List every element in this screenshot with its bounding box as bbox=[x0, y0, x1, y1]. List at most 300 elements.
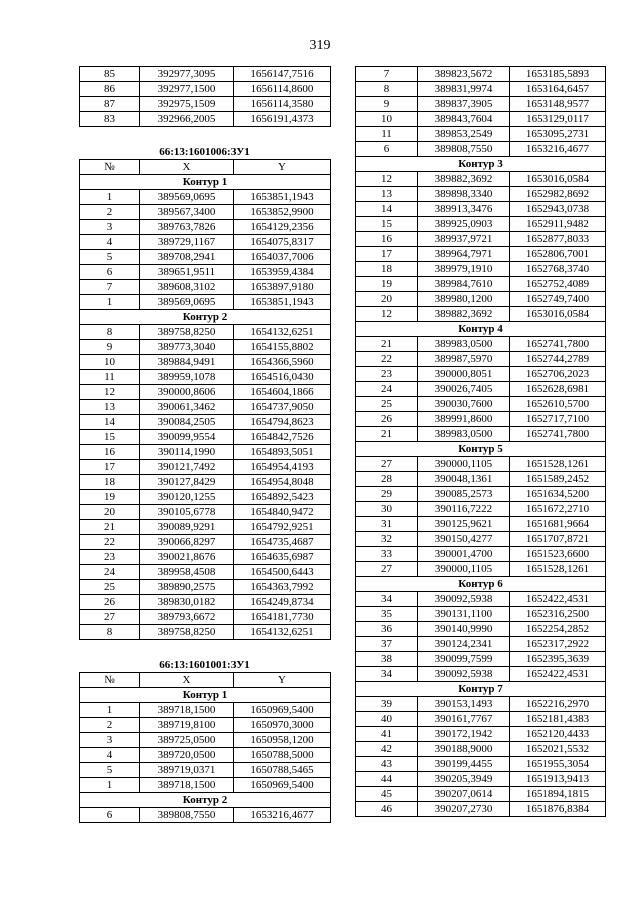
y-coordinate: 1653016,0584 bbox=[510, 172, 606, 187]
contour-heading: Контур 2 bbox=[80, 793, 331, 808]
point-number: 2 bbox=[80, 718, 140, 733]
point-number: 46 bbox=[356, 802, 418, 817]
y-coordinate: 1654635,6987 bbox=[234, 550, 331, 565]
table-row bbox=[356, 772, 606, 787]
x-coordinate: 390114,1990 bbox=[140, 445, 234, 460]
contour-row bbox=[80, 688, 331, 703]
y-coordinate: 1653095,2731 bbox=[510, 127, 606, 142]
contour-heading: Контур 1 bbox=[80, 175, 331, 190]
point-number: 30 bbox=[356, 502, 418, 517]
x-coordinate: 389773,3040 bbox=[140, 340, 234, 355]
table-row bbox=[356, 202, 606, 217]
y-coordinate: 1653148,9577 bbox=[510, 97, 606, 112]
table-row bbox=[356, 457, 606, 472]
x-coordinate: 389987,5970 bbox=[418, 352, 510, 367]
y-coordinate: 1652741,7800 bbox=[510, 337, 606, 352]
x-coordinate: 389758,8250 bbox=[140, 325, 234, 340]
x-coordinate: 389719,0371 bbox=[140, 763, 234, 778]
table-row bbox=[80, 97, 331, 112]
coordinates-table bbox=[79, 159, 331, 640]
point-number: 8 bbox=[356, 82, 418, 97]
x-coordinate: 389651,9511 bbox=[140, 265, 234, 280]
x-coordinate: 389983,0500 bbox=[418, 427, 510, 442]
y-coordinate: 1656191,4373 bbox=[234, 112, 331, 127]
y-coordinate: 1654249,8734 bbox=[234, 595, 331, 610]
y-coordinate: 1656114,8600 bbox=[234, 82, 331, 97]
table-row bbox=[356, 787, 606, 802]
table-row bbox=[356, 352, 606, 367]
x-coordinate: 390061,3462 bbox=[140, 400, 234, 415]
point-number: 12 bbox=[356, 307, 418, 322]
point-number: 15 bbox=[80, 430, 140, 445]
y-coordinate: 1656147,7516 bbox=[234, 67, 331, 82]
table-row bbox=[356, 247, 606, 262]
y-coordinate: 1654954,8048 bbox=[234, 475, 331, 490]
x-coordinate: 389853,2549 bbox=[418, 127, 510, 142]
point-number: 40 bbox=[356, 712, 418, 727]
x-coordinate: 392977,3095 bbox=[140, 67, 234, 82]
point-number: 1 bbox=[80, 295, 140, 310]
x-coordinate: 390140,9990 bbox=[418, 622, 510, 637]
point-number: 25 bbox=[356, 397, 418, 412]
table-row bbox=[80, 445, 331, 460]
y-coordinate: 1653851,1943 bbox=[234, 295, 331, 310]
point-number: 85 bbox=[80, 67, 140, 82]
point-number: 2 bbox=[80, 205, 140, 220]
point-number: 19 bbox=[80, 490, 140, 505]
y-coordinate: 1653959,4384 bbox=[234, 265, 331, 280]
point-number: 8 bbox=[80, 625, 140, 640]
table-row bbox=[356, 142, 606, 157]
y-coordinate: 1650788,5000 bbox=[234, 748, 331, 763]
x-coordinate: 389882,3692 bbox=[418, 172, 510, 187]
point-number: 41 bbox=[356, 727, 418, 742]
table-row bbox=[356, 652, 606, 667]
column-header: № bbox=[80, 160, 140, 175]
y-coordinate: 1652181,4383 bbox=[510, 712, 606, 727]
y-coordinate: 1651589,2452 bbox=[510, 472, 606, 487]
contour-heading: Контур 7 bbox=[356, 682, 606, 697]
contour-heading: Контур 4 bbox=[356, 322, 606, 337]
y-coordinate: 1653164,6457 bbox=[510, 82, 606, 97]
table-row bbox=[80, 505, 331, 520]
y-coordinate: 1654792,9251 bbox=[234, 520, 331, 535]
y-coordinate: 1652982,8692 bbox=[510, 187, 606, 202]
column-header: Y bbox=[234, 673, 331, 688]
x-coordinate: 392975,1509 bbox=[140, 97, 234, 112]
x-coordinate: 390000,8051 bbox=[418, 367, 510, 382]
point-number: 22 bbox=[80, 535, 140, 550]
table-row bbox=[80, 82, 331, 97]
table-row bbox=[356, 562, 606, 577]
contour-heading: Контур 6 bbox=[356, 577, 606, 592]
y-coordinate: 1651634,5200 bbox=[510, 487, 606, 502]
y-coordinate: 1654075,8317 bbox=[234, 235, 331, 250]
point-number: 5 bbox=[80, 250, 140, 265]
point-number: 6 bbox=[356, 142, 418, 157]
point-number: 20 bbox=[80, 505, 140, 520]
x-coordinate: 390125,9621 bbox=[418, 517, 510, 532]
contour-heading: Контур 2 bbox=[80, 310, 331, 325]
point-number: 3 bbox=[80, 220, 140, 235]
x-coordinate: 390207,2730 bbox=[418, 802, 510, 817]
point-number: 34 bbox=[356, 667, 418, 682]
y-coordinate: 1650788,5465 bbox=[234, 763, 331, 778]
y-coordinate: 1653129,0117 bbox=[510, 112, 606, 127]
table-row bbox=[80, 112, 331, 127]
x-coordinate: 390099,9554 bbox=[140, 430, 234, 445]
x-coordinate: 390124,2341 bbox=[418, 637, 510, 652]
point-number: 11 bbox=[356, 127, 418, 142]
y-coordinate: 1652717,7100 bbox=[510, 412, 606, 427]
y-coordinate: 1651707,8721 bbox=[510, 532, 606, 547]
point-number: 31 bbox=[356, 517, 418, 532]
table-row bbox=[356, 127, 606, 142]
x-coordinate: 390000,1105 bbox=[418, 562, 510, 577]
y-coordinate: 1653016,0584 bbox=[510, 307, 606, 322]
point-number: 38 bbox=[356, 652, 418, 667]
point-number: 34 bbox=[356, 592, 418, 607]
table-row bbox=[80, 385, 331, 400]
x-coordinate: 389984,7610 bbox=[418, 277, 510, 292]
y-coordinate: 1656114,3580 bbox=[234, 97, 331, 112]
point-number: 87 bbox=[80, 97, 140, 112]
contour-heading: Контур 3 bbox=[356, 157, 606, 172]
y-coordinate: 1652422,4531 bbox=[510, 592, 606, 607]
left-column bbox=[79, 66, 330, 823]
y-coordinate: 1652316,2500 bbox=[510, 607, 606, 622]
contour-row bbox=[356, 442, 606, 457]
x-coordinate: 389720,0500 bbox=[140, 748, 234, 763]
x-coordinate: 389725,0500 bbox=[140, 733, 234, 748]
point-number: 7 bbox=[80, 280, 140, 295]
contour-row bbox=[80, 310, 331, 325]
y-coordinate: 1652628,6981 bbox=[510, 382, 606, 397]
point-number: 14 bbox=[356, 202, 418, 217]
table-row bbox=[356, 502, 606, 517]
y-coordinate: 1652216,2970 bbox=[510, 697, 606, 712]
x-coordinate: 392966,2005 bbox=[140, 112, 234, 127]
table-row bbox=[356, 382, 606, 397]
x-coordinate: 390188,9000 bbox=[418, 742, 510, 757]
y-coordinate: 1652943,0738 bbox=[510, 202, 606, 217]
y-coordinate: 1652877,8033 bbox=[510, 232, 606, 247]
x-coordinate: 389793,6672 bbox=[140, 610, 234, 625]
table-row bbox=[80, 295, 331, 310]
y-coordinate: 1652752,4089 bbox=[510, 277, 606, 292]
x-coordinate: 389979,1910 bbox=[418, 262, 510, 277]
x-coordinate: 389708,2941 bbox=[140, 250, 234, 265]
x-coordinate: 390030,7600 bbox=[418, 397, 510, 412]
x-coordinate: 389569,0695 bbox=[140, 295, 234, 310]
y-coordinate: 1654893,5051 bbox=[234, 445, 331, 460]
table-row bbox=[80, 400, 331, 415]
point-number: 14 bbox=[80, 415, 140, 430]
y-coordinate: 1651955,3054 bbox=[510, 757, 606, 772]
x-coordinate: 390099,7599 bbox=[418, 652, 510, 667]
point-number: 1 bbox=[80, 190, 140, 205]
y-coordinate: 1654516,0430 bbox=[234, 370, 331, 385]
table-row bbox=[80, 763, 331, 778]
table-row bbox=[356, 262, 606, 277]
table-row bbox=[80, 325, 331, 340]
y-coordinate: 1652254,2852 bbox=[510, 622, 606, 637]
table-row bbox=[80, 205, 331, 220]
x-coordinate: 390131,1100 bbox=[418, 607, 510, 622]
point-number: 21 bbox=[356, 427, 418, 442]
y-coordinate: 1654842,7526 bbox=[234, 430, 331, 445]
y-coordinate: 1654363,7992 bbox=[234, 580, 331, 595]
table-row bbox=[356, 712, 606, 727]
x-coordinate: 390150,4277 bbox=[418, 532, 510, 547]
table-row bbox=[356, 292, 606, 307]
point-number: 9 bbox=[356, 97, 418, 112]
y-coordinate: 1652422,4531 bbox=[510, 667, 606, 682]
table-row bbox=[356, 487, 606, 502]
point-number: 4 bbox=[80, 748, 140, 763]
table-row bbox=[356, 802, 606, 817]
y-coordinate: 1651523,6600 bbox=[510, 547, 606, 562]
table-row bbox=[356, 232, 606, 247]
point-number: 16 bbox=[80, 445, 140, 460]
x-coordinate: 389808,7550 bbox=[140, 808, 234, 823]
y-coordinate: 1651528,1261 bbox=[510, 457, 606, 472]
point-number: 23 bbox=[80, 550, 140, 565]
point-number: 12 bbox=[356, 172, 418, 187]
y-coordinate: 1653185,5893 bbox=[510, 67, 606, 82]
x-coordinate: 390084,2505 bbox=[140, 415, 234, 430]
table-row bbox=[356, 727, 606, 742]
table-row bbox=[80, 265, 331, 280]
x-coordinate: 389958,4508 bbox=[140, 565, 234, 580]
y-coordinate: 1654037,7006 bbox=[234, 250, 331, 265]
x-coordinate: 389991,8600 bbox=[418, 412, 510, 427]
y-coordinate: 1654366,5960 bbox=[234, 355, 331, 370]
y-coordinate: 1653897,9180 bbox=[234, 280, 331, 295]
x-coordinate: 389964,7971 bbox=[418, 247, 510, 262]
y-coordinate: 1651681,9664 bbox=[510, 517, 606, 532]
table-row bbox=[356, 607, 606, 622]
table-row bbox=[356, 397, 606, 412]
table-row bbox=[356, 592, 606, 607]
table-row bbox=[80, 370, 331, 385]
x-coordinate: 390001,4700 bbox=[418, 547, 510, 562]
point-number: 6 bbox=[80, 808, 140, 823]
point-number: 1 bbox=[80, 778, 140, 793]
table-row bbox=[356, 337, 606, 352]
point-number: 12 bbox=[80, 385, 140, 400]
point-number: 27 bbox=[356, 562, 418, 577]
y-coordinate: 1654129,2356 bbox=[234, 220, 331, 235]
x-coordinate: 390207,0614 bbox=[418, 787, 510, 802]
table-row bbox=[356, 622, 606, 637]
point-number: 13 bbox=[80, 400, 140, 415]
table-row bbox=[80, 580, 331, 595]
y-coordinate: 1652610,5700 bbox=[510, 397, 606, 412]
y-coordinate: 1650970,3000 bbox=[234, 718, 331, 733]
y-coordinate: 1653851,1943 bbox=[234, 190, 331, 205]
y-coordinate: 1654500,6443 bbox=[234, 565, 331, 580]
point-number: 42 bbox=[356, 742, 418, 757]
y-coordinate: 1654604,1866 bbox=[234, 385, 331, 400]
table-row bbox=[80, 415, 331, 430]
table-row bbox=[80, 778, 331, 793]
table-row bbox=[356, 472, 606, 487]
page-number: 319 bbox=[309, 38, 331, 53]
table-row bbox=[80, 460, 331, 475]
point-number: 24 bbox=[80, 565, 140, 580]
table-row bbox=[356, 412, 606, 427]
x-coordinate: 390048,1361 bbox=[418, 472, 510, 487]
x-coordinate: 389831,9974 bbox=[418, 82, 510, 97]
point-number: 15 bbox=[356, 217, 418, 232]
x-coordinate: 389884,9491 bbox=[140, 355, 234, 370]
point-number: 21 bbox=[356, 337, 418, 352]
point-number: 10 bbox=[356, 112, 418, 127]
point-number: 5 bbox=[80, 763, 140, 778]
point-number: 27 bbox=[80, 610, 140, 625]
x-coordinate: 389718,1500 bbox=[140, 703, 234, 718]
x-coordinate: 390120,1255 bbox=[140, 490, 234, 505]
point-number: 13 bbox=[356, 187, 418, 202]
point-number: 8 bbox=[80, 325, 140, 340]
table-row bbox=[356, 517, 606, 532]
x-coordinate: 390199,4455 bbox=[418, 757, 510, 772]
point-number: 26 bbox=[80, 595, 140, 610]
y-coordinate: 1652806,7001 bbox=[510, 247, 606, 262]
y-coordinate: 1652021,5532 bbox=[510, 742, 606, 757]
table-row bbox=[80, 610, 331, 625]
contour-row bbox=[356, 682, 606, 697]
table-row bbox=[356, 82, 606, 97]
table-row bbox=[356, 427, 606, 442]
x-coordinate: 390021,8676 bbox=[140, 550, 234, 565]
contour-row bbox=[80, 175, 331, 190]
y-coordinate: 1653216,4677 bbox=[510, 142, 606, 157]
x-coordinate: 390085,2573 bbox=[418, 487, 510, 502]
x-coordinate: 389719,8100 bbox=[140, 718, 234, 733]
right-column bbox=[355, 66, 605, 817]
table-row bbox=[356, 547, 606, 562]
point-number: 4 bbox=[80, 235, 140, 250]
point-number: 17 bbox=[356, 247, 418, 262]
point-number: 16 bbox=[356, 232, 418, 247]
table-row bbox=[356, 757, 606, 772]
y-coordinate: 1654794,8623 bbox=[234, 415, 331, 430]
y-coordinate: 1650969,5400 bbox=[234, 703, 331, 718]
point-number: 33 bbox=[356, 547, 418, 562]
table-row bbox=[80, 430, 331, 445]
table-row bbox=[80, 250, 331, 265]
x-coordinate: 389808,7550 bbox=[418, 142, 510, 157]
table-row bbox=[80, 340, 331, 355]
table-header-row bbox=[80, 673, 331, 688]
point-number: 18 bbox=[356, 262, 418, 277]
x-coordinate: 390161,7767 bbox=[418, 712, 510, 727]
point-number: 27 bbox=[356, 457, 418, 472]
y-coordinate: 1654132,6251 bbox=[234, 325, 331, 340]
x-coordinate: 392977,1500 bbox=[140, 82, 234, 97]
point-number: 35 bbox=[356, 607, 418, 622]
table-row bbox=[356, 532, 606, 547]
y-coordinate: 1654155,8802 bbox=[234, 340, 331, 355]
y-coordinate: 1654735,4687 bbox=[234, 535, 331, 550]
table-row bbox=[80, 520, 331, 535]
y-coordinate: 1653852,9900 bbox=[234, 205, 331, 220]
point-number: 9 bbox=[80, 340, 140, 355]
table-row bbox=[80, 550, 331, 565]
x-coordinate: 389898,3340 bbox=[418, 187, 510, 202]
y-coordinate: 1652395,3639 bbox=[510, 652, 606, 667]
y-coordinate: 1650958,1200 bbox=[234, 733, 331, 748]
table-row bbox=[356, 697, 606, 712]
y-coordinate: 1652741,7800 bbox=[510, 427, 606, 442]
x-coordinate: 389718,1500 bbox=[140, 778, 234, 793]
x-coordinate: 389925,0903 bbox=[418, 217, 510, 232]
table-row bbox=[356, 67, 606, 82]
x-coordinate: 390089,9291 bbox=[140, 520, 234, 535]
point-number: 17 bbox=[80, 460, 140, 475]
table-row bbox=[80, 565, 331, 580]
table-row bbox=[356, 307, 606, 322]
table-row bbox=[80, 220, 331, 235]
x-coordinate: 390000,8606 bbox=[140, 385, 234, 400]
table-row bbox=[356, 217, 606, 232]
y-coordinate: 1651528,1261 bbox=[510, 562, 606, 577]
table-row bbox=[80, 490, 331, 505]
x-coordinate: 390121,7492 bbox=[140, 460, 234, 475]
x-coordinate: 389729,1167 bbox=[140, 235, 234, 250]
table-row bbox=[80, 67, 331, 82]
x-coordinate: 390000,1105 bbox=[418, 457, 510, 472]
contour-row bbox=[80, 793, 331, 808]
point-number: 43 bbox=[356, 757, 418, 772]
point-number: 1 bbox=[80, 703, 140, 718]
x-coordinate: 390172,1942 bbox=[418, 727, 510, 742]
x-coordinate: 389763,7826 bbox=[140, 220, 234, 235]
point-number: 25 bbox=[80, 580, 140, 595]
x-coordinate: 389913,3476 bbox=[418, 202, 510, 217]
table-row bbox=[80, 808, 331, 823]
point-number: 18 bbox=[80, 475, 140, 490]
table-row bbox=[80, 355, 331, 370]
point-number: 37 bbox=[356, 637, 418, 652]
column-header: X bbox=[140, 160, 234, 175]
x-coordinate: 390153,1493 bbox=[418, 697, 510, 712]
point-number: 23 bbox=[356, 367, 418, 382]
table-row bbox=[356, 187, 606, 202]
coordinates-table bbox=[79, 66, 331, 127]
x-coordinate: 390026,7405 bbox=[418, 382, 510, 397]
table-row bbox=[80, 475, 331, 490]
section-title: 66:13:1601006:ЗУ1 bbox=[159, 146, 250, 158]
section-title: 66:13:1601001:ЗУ1 bbox=[159, 659, 250, 671]
table-row bbox=[80, 625, 331, 640]
point-number: 24 bbox=[356, 382, 418, 397]
x-coordinate: 390092,5938 bbox=[418, 667, 510, 682]
point-number: 10 bbox=[80, 355, 140, 370]
x-coordinate: 389980,1200 bbox=[418, 292, 510, 307]
x-coordinate: 390127,8429 bbox=[140, 475, 234, 490]
point-number: 21 bbox=[80, 520, 140, 535]
y-coordinate: 1651876,8384 bbox=[510, 802, 606, 817]
y-coordinate: 1652317,2922 bbox=[510, 637, 606, 652]
y-coordinate: 1654954,4193 bbox=[234, 460, 331, 475]
y-coordinate: 1652120,4433 bbox=[510, 727, 606, 742]
point-number: 39 bbox=[356, 697, 418, 712]
y-coordinate: 1652911,9482 bbox=[510, 217, 606, 232]
table-row bbox=[356, 97, 606, 112]
